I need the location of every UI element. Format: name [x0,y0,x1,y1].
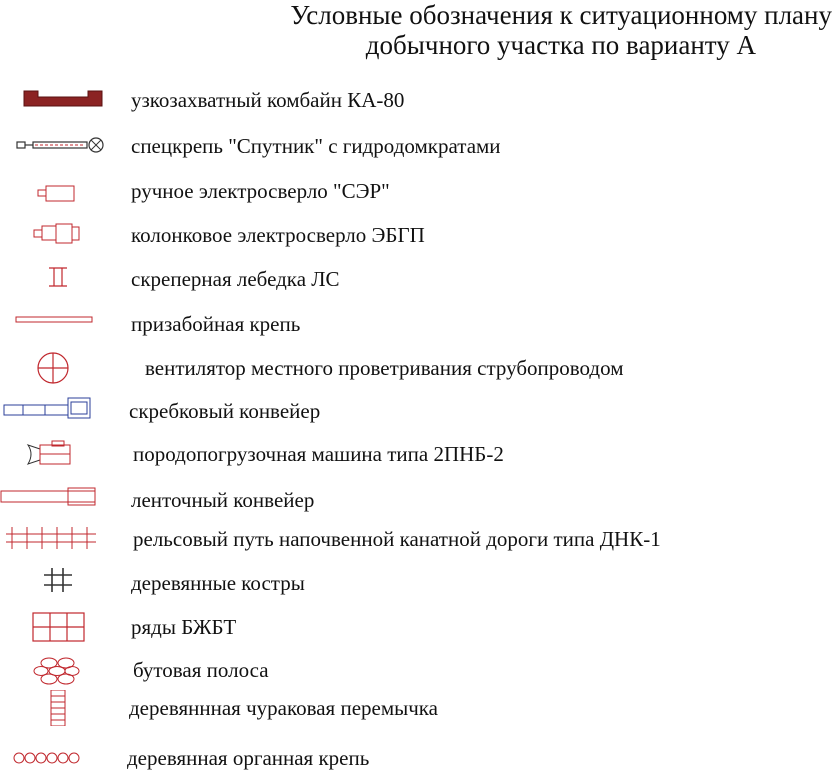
legend-row-rubble-strip [0,652,836,688]
rock-loader-icon [0,436,110,472]
legend-row-rock-loader [0,436,836,472]
scraper-winch-icon [0,261,110,297]
legend-row-fan [0,350,836,386]
legend-label: ряды БЖБТ [131,615,237,639]
wooden-bulkhead-icon [0,690,110,726]
hand-drill-icon [0,173,110,209]
legend-row-organ-support [0,740,836,776]
rubble-strip-icon [0,652,110,688]
legend-row-rail-track [0,521,836,557]
organ-support-icon [0,740,110,776]
legend-label: ручное электросверло "СЭР" [131,179,390,203]
scraper-conveyor-icon [0,393,110,429]
legend-label: деревянные костры [131,571,305,595]
combine-icon [0,82,110,118]
legend-label: рельсовый путь напочвенной канатной дороги типа ДНК-1 [133,527,661,551]
fan-icon [0,350,110,386]
legend-label: ленточный конвейер [131,488,315,512]
legend-row-column-drill [0,217,836,253]
wooden-cribs-icon [0,565,110,601]
concrete-blocks-icon [0,609,110,645]
legend-row-wooden-bulkhead [0,690,836,726]
legend-label: узкозахватный комбайн КА-80 [131,88,405,112]
legend-row-special-support [0,128,836,164]
legend-label: колонковое электросверло ЭБГП [131,223,425,247]
legend-label: вентилятор местного проветривания струбопроводом [145,356,624,380]
legend-row-scraper-conveyor [0,393,836,429]
rail-track-icon [0,521,110,557]
legend-label: скребковый конвейер [129,399,321,423]
legend-title [0,0,836,60]
legend-row-hand-drill [0,173,836,209]
legend-label: породопогрузочная машина типа 2ПНБ-2 [133,442,504,466]
legend-row-scraper-winch [0,261,836,297]
legend-row-concrete-blocks [0,609,836,645]
legend-label: деревяннная чураковая перемычка [129,696,439,720]
legend-row-wooden-cribs [0,565,836,601]
legend-label: деревянная органная крепь [127,746,370,770]
title-line-2: добычного участка по варианту А [365,30,756,60]
special-support-icon [0,128,110,164]
legend-row-belt-conveyor [0,482,836,518]
face-support-icon [0,306,110,342]
title-line-1: Условные обозначения к ситуационному плану [290,0,832,30]
legend-label: спецкрепь "Спутник" с гидродомкратами [131,134,501,158]
legend-label: призабойная крепь [131,312,301,336]
belt-conveyor-icon [0,482,110,518]
column-drill-icon [0,217,110,253]
legend-row-face-support [0,306,836,342]
legend-label: скреперная лебедка ЛС [131,267,340,291]
legend-row-combine [0,82,836,118]
legend-label: бутовая полоса [133,658,269,682]
